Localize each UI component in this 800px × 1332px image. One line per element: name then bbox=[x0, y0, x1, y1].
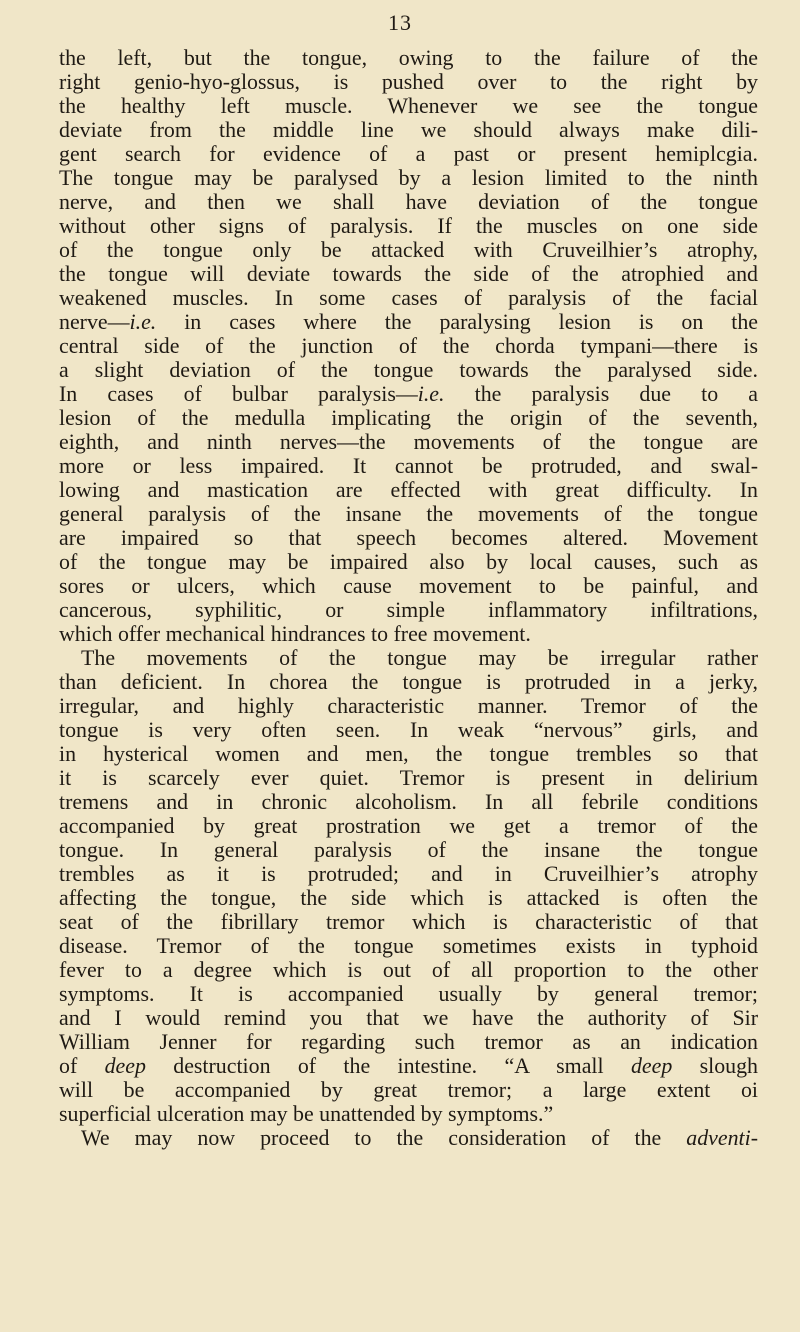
text-line bbox=[59, 982, 758, 1006]
text-line bbox=[59, 166, 758, 190]
text-line bbox=[59, 526, 758, 550]
text-run: lesion of the medulla implicating the origin of the seventh, bbox=[59, 405, 758, 430]
text-line bbox=[59, 94, 758, 118]
text-line bbox=[59, 598, 758, 622]
text-run: in hysterical women and men, the tongue trembles so that bbox=[59, 741, 758, 766]
text-line bbox=[59, 718, 758, 742]
text-line bbox=[59, 550, 758, 574]
text-line bbox=[59, 1102, 758, 1126]
text-run: a slight deviation of the tongue towards the paralysed side. bbox=[59, 357, 758, 382]
text-run: of the tongue may be impaired also by local causes, such as bbox=[59, 549, 758, 574]
text-line bbox=[59, 838, 758, 862]
text-line bbox=[59, 622, 758, 646]
text-line bbox=[59, 694, 758, 718]
text-run: more or less impaired. It cannot be protruded, and swal- bbox=[59, 453, 758, 478]
text-run: affecting the tongue, the side which is attacked is often the bbox=[59, 885, 758, 910]
text-run: it is scarcely ever quiet. Tremor is present in delirium bbox=[59, 765, 758, 790]
text-line bbox=[59, 814, 758, 838]
text-line bbox=[59, 334, 758, 358]
italic-text: deep bbox=[104, 1053, 146, 1078]
text-run: The tongue may be paralysed by a lesion limited to the ninth bbox=[59, 165, 758, 190]
text-line bbox=[59, 1030, 758, 1054]
text-run: nerve— bbox=[59, 309, 130, 334]
text-run: deviate from the middle line we should always make dili- bbox=[59, 117, 758, 142]
text-run: in cases where the paralysing lesion is on the bbox=[156, 309, 758, 334]
text-line bbox=[59, 1126, 758, 1150]
text-run: lowing and mastication are effected with great difficulty. In bbox=[59, 477, 758, 502]
text-line bbox=[59, 214, 758, 238]
text-line bbox=[59, 382, 758, 406]
text-run: disease. Tremor of the tongue sometimes exists in typhoid bbox=[59, 933, 758, 958]
text-run: the paralysis due to a bbox=[444, 381, 758, 406]
text-run: are impaired so that speech becomes altered. Movement bbox=[59, 525, 758, 550]
text-line bbox=[59, 574, 758, 598]
text-run: tremens and in chronic alcoholism. In all febrile conditions bbox=[59, 789, 758, 814]
italic-text: adventi- bbox=[686, 1125, 758, 1150]
text-run: In cases of bulbar paralysis— bbox=[59, 381, 418, 406]
italic-text: deep bbox=[630, 1053, 673, 1078]
text-line bbox=[59, 286, 758, 310]
text-line bbox=[59, 958, 758, 982]
page-number: 13 bbox=[388, 10, 412, 35]
text-run: destruction of the intestine. “A small bbox=[145, 1053, 631, 1078]
text-run: of the tongue only be attacked with Cruveilhier’s atrophy, bbox=[59, 237, 758, 262]
text-run: slough bbox=[672, 1053, 758, 1078]
text-run: central side of the junction of the chorda tympani—there is bbox=[59, 333, 758, 358]
text-run: trembles as it is protruded; and in Cruveilhier’s atrophy bbox=[59, 861, 758, 886]
text-line bbox=[59, 190, 758, 214]
text-run: accompanied by great prostration we get a tremor of the bbox=[59, 813, 758, 838]
text-line bbox=[59, 262, 758, 286]
text-run: general paralysis of the insane the movements of the tongue bbox=[59, 501, 758, 526]
text-line bbox=[59, 478, 758, 502]
text-line bbox=[59, 790, 758, 814]
text-line bbox=[59, 142, 758, 166]
text-run: seat of the fibrillary tremor which is characteristic of that bbox=[59, 909, 758, 934]
text-line bbox=[59, 430, 758, 454]
text-line bbox=[59, 406, 758, 430]
text-line bbox=[59, 46, 758, 70]
text-run: without other signs of paralysis. If the muscles on one side bbox=[59, 213, 758, 238]
text-run: gent search for evidence of a past or present hemiplcgia. bbox=[59, 141, 758, 166]
text-line bbox=[59, 910, 758, 934]
text-run: sores or ulcers, which cause movement to be painful, and bbox=[59, 573, 758, 598]
text-run: will be accompanied by great tremor; a large extent oi bbox=[59, 1077, 758, 1102]
text-run: the left, but the tongue, owing to the failure of the bbox=[59, 45, 758, 70]
italic-text: i.e. bbox=[417, 381, 445, 406]
text-run: cancerous, syphilitic, or simple inflammatory infiltrations, bbox=[59, 597, 758, 622]
text-line bbox=[59, 862, 758, 886]
text-run: and I would remind you that we have the authority of Sir bbox=[59, 1005, 758, 1030]
text-run: weakened muscles. In some cases of paralysis of the facial bbox=[59, 285, 758, 310]
text-run: tongue is very often seen. In weak “nervous” girls, and bbox=[59, 717, 758, 742]
body-text bbox=[59, 46, 758, 1150]
text-line bbox=[59, 886, 758, 910]
text-line bbox=[59, 310, 758, 334]
text-line bbox=[59, 742, 758, 766]
text-run: than deficient. In chorea the tongue is protruded in a jerky, bbox=[59, 669, 758, 694]
text-run: fever to a degree which is out of all proportion to the other bbox=[59, 957, 758, 982]
text-run: symptoms. It is accompanied usually by general tremor; bbox=[59, 981, 758, 1006]
italic-text: i.e. bbox=[129, 309, 157, 334]
text-run: superficial ulceration may be unattended by symptoms.” bbox=[59, 1101, 554, 1126]
text-line bbox=[59, 670, 758, 694]
text-line bbox=[59, 1006, 758, 1030]
text-line bbox=[59, 454, 758, 478]
text-run: tongue. In general paralysis of the insane the tongue bbox=[59, 837, 758, 862]
text-run: We may now proceed to the consideration of the bbox=[81, 1125, 687, 1150]
text-run: nerve, and then we shall have deviation of the tongue bbox=[59, 189, 758, 214]
text-line bbox=[59, 502, 758, 526]
text-run: William Jenner for regarding such tremor as an indication bbox=[59, 1029, 758, 1054]
text-line bbox=[59, 646, 758, 670]
text-run: which offer mechanical hindrances to free movement. bbox=[59, 621, 531, 646]
text-line bbox=[59, 70, 758, 94]
text-line bbox=[59, 1054, 758, 1078]
text-run: irregular, and highly characteristic manner. Tremor of the bbox=[59, 693, 758, 718]
text-run: right genio-hyo-glossus, is pushed over to the right by bbox=[59, 69, 758, 94]
text-line bbox=[59, 238, 758, 262]
text-run: of bbox=[59, 1053, 105, 1078]
text-line bbox=[59, 934, 758, 958]
text-line bbox=[59, 766, 758, 790]
text-run: The movements of the tongue may be irregular rather bbox=[81, 645, 758, 670]
text-run: the tongue will deviate towards the side of the atrophied and bbox=[59, 261, 758, 286]
text-run: the healthy left muscle. Whenever we see the tongue bbox=[59, 93, 758, 118]
text-run: eighth, and ninth nerves—the movements of the tongue are bbox=[59, 429, 758, 454]
text-line bbox=[59, 1078, 758, 1102]
text-line bbox=[59, 358, 758, 382]
text-line bbox=[59, 118, 758, 142]
